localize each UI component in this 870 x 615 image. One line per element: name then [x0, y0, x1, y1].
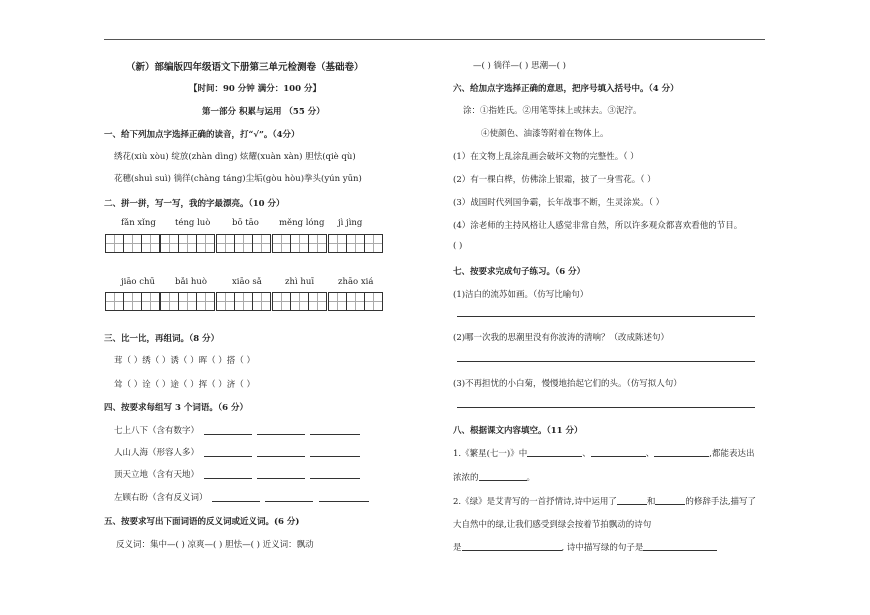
- answer-blank[interactable]: [204, 425, 252, 435]
- writing-grid[interactable]: [328, 292, 383, 311]
- answer-blank[interactable]: [310, 425, 360, 435]
- answer-blank[interactable]: [462, 541, 562, 551]
- answer-blank[interactable]: [479, 471, 527, 481]
- pinyin: bǎi huò: [175, 277, 207, 287]
- q6-sentence: (1）在文物上乱涂乱画会破坏文物的完整性。（ ）: [453, 152, 639, 162]
- writing-grid[interactable]: [328, 234, 383, 253]
- answer-blank[interactable]: [204, 447, 252, 457]
- answer-line[interactable]: [457, 316, 755, 317]
- q7-title: 七、按要求完成句子练习。（6 分）: [453, 267, 586, 277]
- q6-sentence: (4）涂老师的主持风格让人感觉非常自然，所以许多观众都喜欢看他的节目。: [453, 221, 743, 231]
- answer-blank[interactable]: [257, 469, 305, 479]
- writing-grid[interactable]: [105, 292, 160, 311]
- pinyin: jì jìng: [338, 218, 363, 228]
- pinyin: xiāo sǎ: [232, 277, 262, 287]
- writing-grid[interactable]: [160, 234, 215, 253]
- q8-text: 1.《繁星(七一)》中: [453, 449, 528, 459]
- q8-text: 、: [582, 449, 591, 459]
- pinyin: zhì huī: [285, 277, 315, 287]
- q5-line2: —( ) 徜徉—( ) 思潮—( ): [473, 61, 566, 71]
- top-rule: [104, 39, 765, 40]
- writing-grid[interactable]: [216, 234, 271, 253]
- q8-line1b: [453, 471, 535, 483]
- q2-title: 二、拼一拼，写一写，我的字最漂亮。（10 分）: [104, 199, 285, 209]
- answer-blank[interactable]: [319, 492, 369, 502]
- q4-item: 七上八下（含有数字）: [114, 426, 200, 436]
- q1-title: 一、给下列加点字选择正确的读音，打“√”。（4分）: [104, 130, 300, 140]
- q8-line1: [453, 447, 754, 459]
- q3-title: 三、比一比，再组词。（8 分）: [104, 334, 220, 344]
- answer-blank[interactable]: [310, 469, 360, 479]
- q4-item: 左顾右盼（含有反义词）: [114, 493, 208, 503]
- q4-item: 顶天立地（含有天地）: [114, 470, 200, 480]
- q4-item: 人山人海（形容人多）: [114, 448, 200, 458]
- writing-grid[interactable]: [272, 234, 327, 253]
- q4-title: 四、按要求每组写 3 个词语。（6 分）: [104, 403, 248, 413]
- pinyin: téng luò: [175, 218, 211, 228]
- pinyin: jiāo chū: [121, 277, 155, 287]
- q8-text: , 诗中描写绿的句子是: [561, 543, 644, 553]
- q3-line1: 茸（ ）绣（ ）诱（ ）晖（ ）搭（ ）: [114, 356, 256, 366]
- q5-line1: 反义词：集中—( ) 凉爽—( ) 胆怯—( ) 近义词：飘动: [116, 540, 314, 550]
- answer-blank[interactable]: [212, 492, 260, 502]
- q8-line3: 大自然中的绿,让我们感受到绿会按着节拍飘动的诗句: [453, 520, 652, 530]
- answer-blank[interactable]: [655, 495, 685, 505]
- q8-text: 浓浓的: [453, 473, 479, 483]
- q6-options: ④使颜色、油漆等附着在物体上。: [481, 129, 609, 139]
- part-heading: 第一部分 积累与运用 （55 分）: [202, 107, 325, 117]
- pinyin: měng lóng: [279, 218, 325, 228]
- pinyin: zhāo xiá: [338, 277, 374, 287]
- q3-line2: 耸（ ）诠（ ）途（ ）挥（ ）济（ ）: [114, 380, 256, 390]
- writing-grid[interactable]: [216, 292, 271, 311]
- q8-line2: [453, 495, 756, 507]
- q8-text: 的修辞手法,描写了: [685, 497, 757, 507]
- q6-sentence: ( ): [453, 241, 463, 251]
- q8-text: ,都能表达出: [709, 449, 755, 459]
- writing-grid[interactable]: [272, 292, 327, 311]
- pinyin: bō tāo: [232, 218, 259, 228]
- q1-line1: 绣花(xiù xòu) 绽放(zhàn dìng) 炫耀(xuàn xàn) 胆怯(qiè qù): [114, 152, 356, 162]
- q8-text: 。: [526, 473, 536, 483]
- answer-blank[interactable]: [591, 447, 646, 457]
- time-info: 【时间：90 分钟 满分：100 分】: [189, 84, 321, 94]
- q8-text: 2.《绿》是艾青写的一首抒情诗,诗中运用了: [453, 497, 617, 507]
- q6-sentence: (2）有一棵白桦，仿佛涂上银霜，披了一身雪花。（ ）: [453, 175, 656, 185]
- q8-title: 八、根据课文内容填空。（11 分）: [453, 426, 583, 436]
- q8-line4: [453, 541, 717, 553]
- answer-blank[interactable]: [265, 492, 313, 502]
- answer-blank[interactable]: [643, 541, 717, 551]
- answer-blank[interactable]: [527, 447, 582, 457]
- pinyin: fǎn xǐng: [121, 218, 156, 228]
- writing-grid[interactable]: [160, 292, 215, 311]
- answer-blank[interactable]: [310, 447, 360, 457]
- answer-line[interactable]: [457, 361, 755, 362]
- q7-item: (1)洁白的流苏如画。（仿写比喻句）: [453, 290, 589, 300]
- q8-text: 、: [645, 449, 655, 459]
- answer-blank[interactable]: [654, 447, 709, 457]
- q7-item: (3)不再担忧的小白菊，慢慢地抬起它们的头。（仿写拟人句）: [453, 379, 682, 389]
- q1-line2: 花穗(shuì suì) 徜徉(chàng táng)尘垢(gòu hòu)拳头(yún yūn): [114, 174, 362, 184]
- answer-blank[interactable]: [617, 495, 647, 505]
- q6-options: 涂：①指姓氏。②用笔等抹上或抹去。③泥泞。: [463, 106, 642, 116]
- answer-blank[interactable]: [257, 447, 305, 457]
- page-title: （新）部编版四年级语文下册第三单元检测卷（基础卷）: [126, 62, 364, 73]
- q7-item: (2)哪一次我的思潮里没有你波涛的清响？（改成陈述句）: [453, 333, 670, 343]
- answer-line[interactable]: [457, 407, 755, 408]
- answer-blank[interactable]: [257, 425, 305, 435]
- answer-blank[interactable]: [204, 469, 252, 479]
- q8-text: 是: [453, 543, 462, 553]
- q5-title: 五、按要求写出下面词语的反义词或近义词。(6 分): [104, 517, 300, 527]
- q6-sentence: (3）战国时代列国争霸，长年战事不断，生灵涂炭。（ ）: [453, 198, 665, 208]
- writing-grid[interactable]: [105, 234, 160, 253]
- q6-title: 六、给加点字选择正确的意思，把序号填入括号中。（4 分）: [453, 84, 679, 94]
- q8-text: 和: [646, 497, 656, 507]
